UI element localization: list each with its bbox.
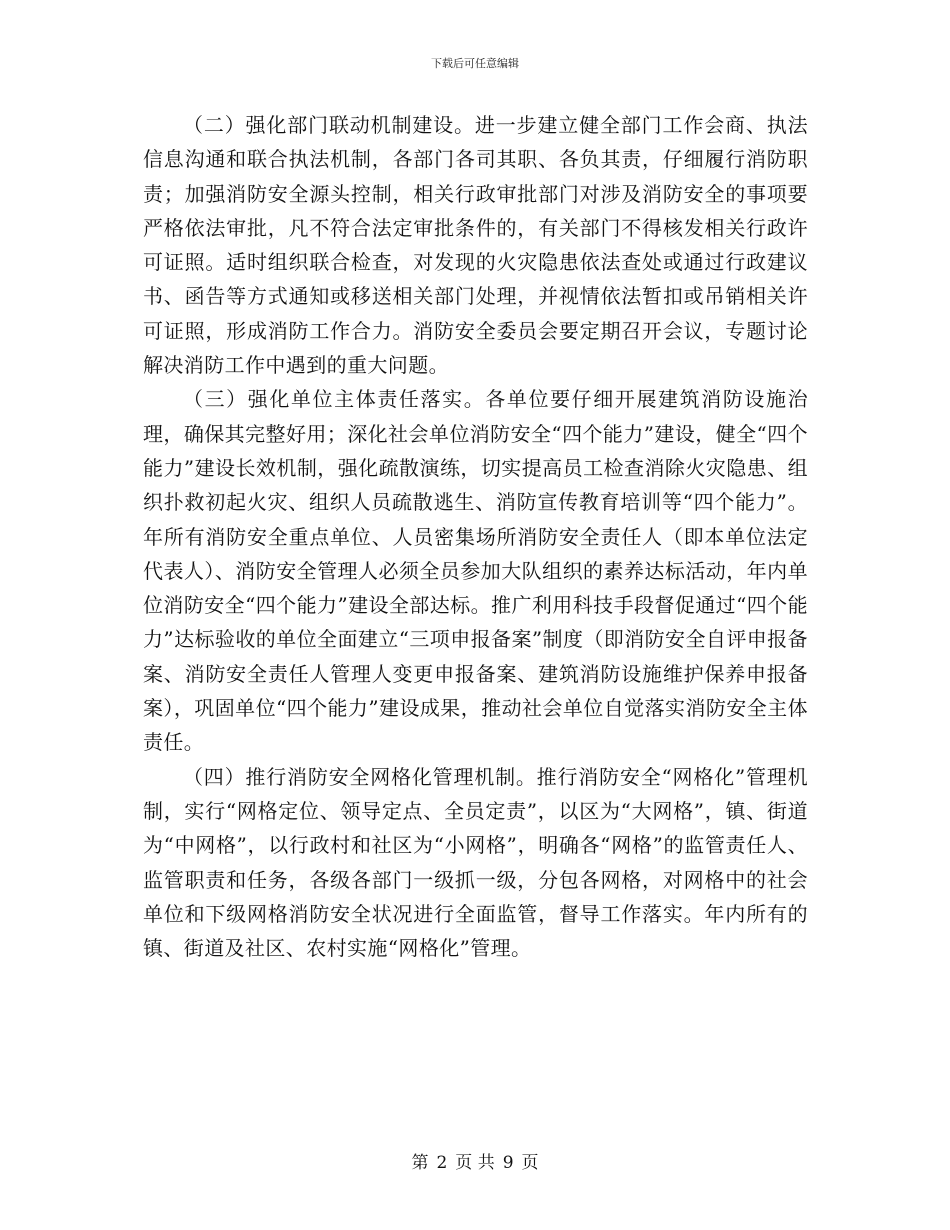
footer-middle: 页 共 [455,1153,495,1173]
footer-total-pages: 9 [502,1153,514,1173]
paragraph-dept-linkage: （二）强化部门联动机制建设。进一步建立健全部门工作会商、执法信息沟通和联合执法机制，各部门各司其职、各负其责，仔细履行消防职责；加强消防安全源头控制，相关行政审批部门对涉及消防安全的事项要严格依法审批，凡不符合法定审批条件的，有关部门不得核发相关行政许可证照。适时组织联合检查，对发现的火灾隐患依法查处或通过行政建议书、函告等方式通知或移送相关部门处理，并视情依法暂扣或吊销相关许可证照，形成消防工作合力。消防安全委员会要定期召开会议，专题讨论解决消防工作中遇到的重大问题。 [143,113,808,378]
footer-suffix: 页 [521,1153,539,1173]
header-note: 下载后可任意编辑 [431,57,519,70]
footer-page-number: 2 [436,1153,448,1173]
paragraph-unit-responsibility: （三）强化单位主体责任落实。各单位要仔细开展建筑消防设施治理，确保其完整好用；深化社会单位消防安全“四个能力”建设，健全“四个能力”建设长效机制，强化疏散演练，切实提高员工检查消除火灾隐患、组织扑救初起火灾、组织人员疏散逃生、消防宣传教育培训等“四个能力”。年所有消防安全重点单位、人员密集场所消防安全责任人（即本单位法定代表人）、消防安全管理人必须全员参加大队组织的素养达标活动，年内单位消防安全“四个能力”建设全部达标。推广利用科技手段督促通过“四个能力”达标验收的单位全面建立“三项申报备案”制度（即消防安全自评申报备案、消防安全责任人管理人变更申报备案、建筑消防设施维护保养申报备案），巩固单位“四个能力”建设成果，推动社会单位自觉落实消防安全主体责任。 [143,387,808,755]
paragraph-grid-management: （四）推行消防安全网格化管理机制。推行消防安全“网格化”管理机制，实行“网格定位、领导定点、全员定责”，以区为“大网格”，镇、街道为“中网格”，以行政村和社区为“小网格”，明确各“网格”的监管责任人、监管职责和任务，各级各部门一级抓一级，分包各网格，对网格中的社会单位和下级网格消防安全状况进行全面监管，督导工作落实。年内所有的镇、街道及社区、农村实施“网格化”管理。 [143,764,808,961]
footer-prefix: 第 [411,1153,429,1173]
document-body [143,108,808,965]
page-footer [0,1148,950,1173]
